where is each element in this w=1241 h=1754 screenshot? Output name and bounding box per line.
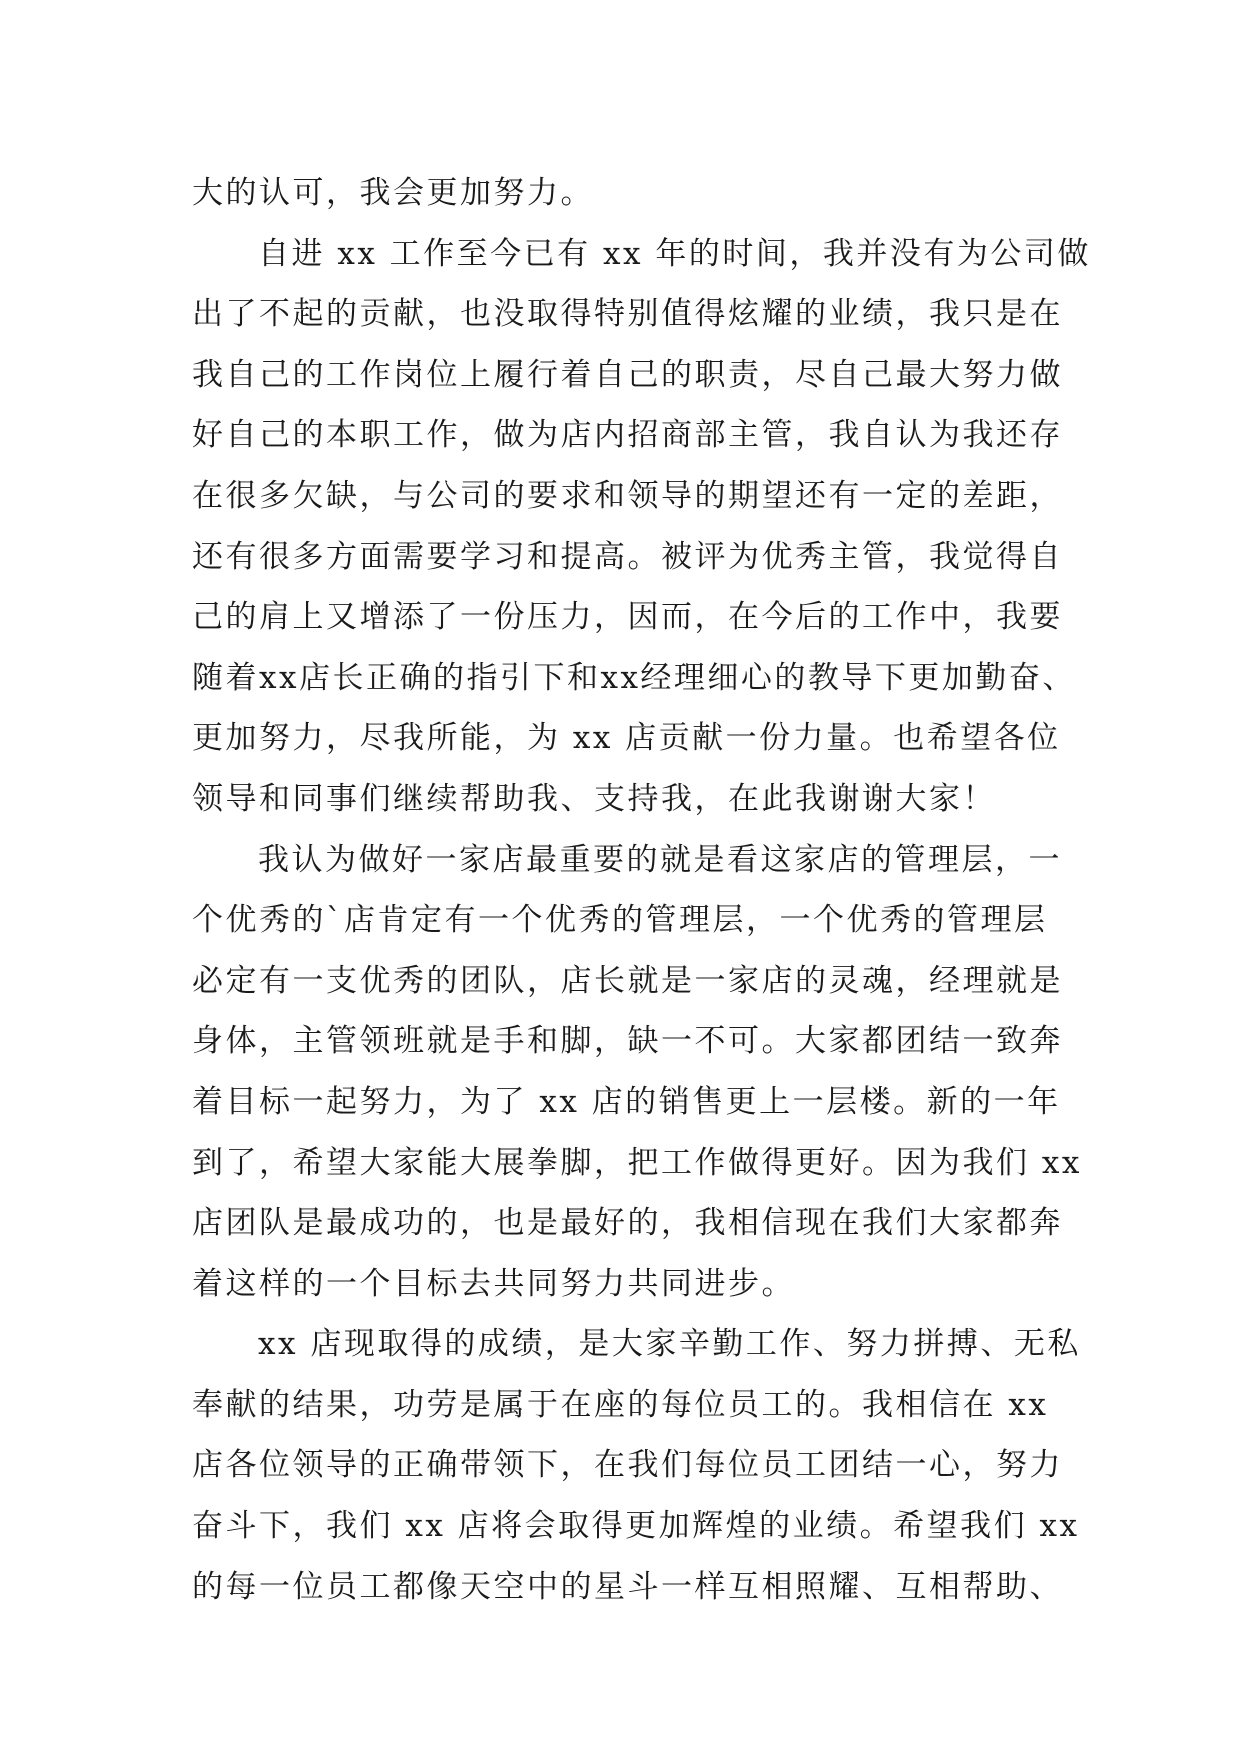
text-line: 着目标一起努力，为了 xx 店的销售更上一层楼。新的一年 (192, 1083, 1061, 1120)
text-line: 店团队是最成功的，也是最好的，我相信现在我们大家都奔 (192, 1205, 1063, 1242)
paragraph-first-line: 自进 xx 工作至今已有 xx 年的时间，我并没有为公司做 (258, 235, 1091, 272)
body-text (192, 163, 1091, 1617)
text-line: 出了不起的贡献，也没取得特别值得炫耀的业绩，我只是在 (192, 296, 1063, 333)
text-line: 必定有一支优秀的团队，店长就是一家店的灵魂，经理就是 (192, 962, 1063, 999)
text-line: 的每一位员工都像天空中的星斗一样互相照耀、互相帮助、 (192, 1568, 1063, 1605)
paragraph-first-line: 我认为做好一家店最重要的就是看这家店的管理层，一 (258, 841, 1062, 878)
text-line: 好自己的本职工作，做为店内招商部主管，我自认为我还存 (192, 417, 1063, 454)
text-line: 我自己的工作岗位上履行着自己的职责，尽自己最大努力做 (192, 356, 1063, 393)
text-line: 个优秀的`店肯定有一个优秀的管理层，一个优秀的管理层 (192, 902, 1048, 939)
text-line: 随着xx店长正确的指引下和xx经理细心的教导下更加勤奋、 (192, 659, 1076, 696)
text-line: 到了，希望大家能大展拳脚，把工作做得更好。因为我们 xx (192, 1144, 1082, 1181)
text-line: 在很多欠缺，与公司的要求和领导的期望还有一定的差距， (192, 477, 1063, 514)
text-line: 更加努力，尽我所能，为 xx 店贡献一份力量。也希望各位 (192, 720, 1061, 757)
text-line: 店各位领导的正确带领下，在我们每位员工团结一心，努力 (192, 1447, 1063, 1484)
text-line: 奉献的结果，功劳是属于在座的每位员工的。我相信在 xx (192, 1386, 1049, 1423)
text-line: 奋斗下，我们 xx 店将会取得更加辉煌的业绩。希望我们 xx (192, 1508, 1080, 1545)
text-line: 着这样的一个目标去共同努力共同进步。 (192, 1265, 795, 1302)
text-line: 还有很多方面需要学习和提高。被评为优秀主管，我觉得自 (192, 538, 1063, 575)
text-line: 大的认可，我会更加努力。 (192, 175, 594, 211)
text-line: 领导和同事们继续帮助我、支持我，在此我谢谢大家！ (192, 780, 996, 817)
text-line: 己的肩上又增添了一份压力，因而，在今后的工作中，我要 (192, 599, 1063, 636)
paragraph-first-line: xx 店现取得的成绩，是大家辛勤工作、努力拼搏、无私 (258, 1326, 1081, 1363)
text-line: 身体，主管领班就是手和脚，缺一不可。大家都团结一致奔 (192, 1023, 1063, 1060)
